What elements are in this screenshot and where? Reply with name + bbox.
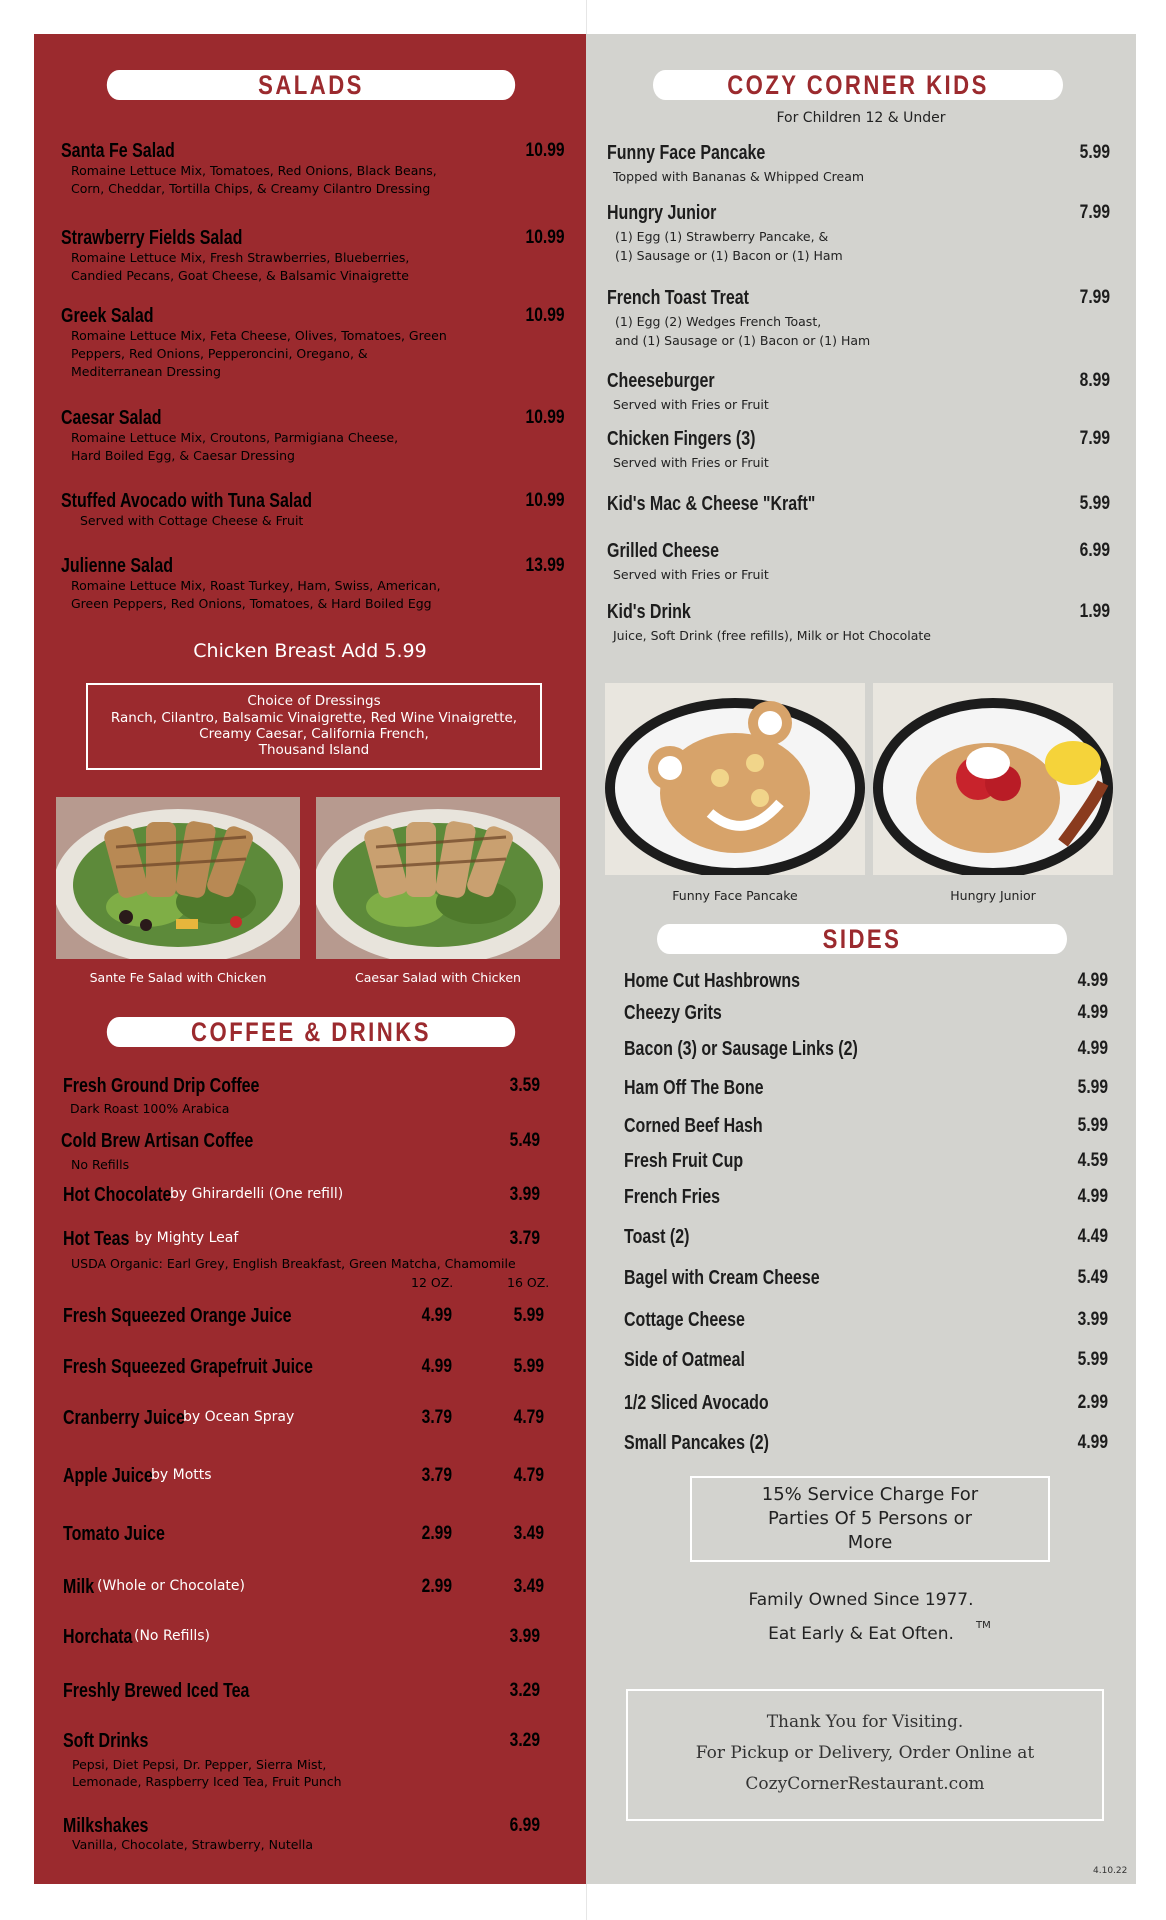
drink-description: USDA Organic: Earl Grey, English Breakfast, Green Matcha, Chamomile [71,1256,516,1271]
salad-description: Served with Cottage Cheese & Fruit [80,513,304,528]
kids-header: COZY CORNER KIDS [653,70,1063,100]
salad-description: Candied Pecans, Goat Cheese, & Balsamic Vinaigrette [71,268,409,283]
side-item-price: 5.99 [1077,1349,1108,1370]
kids-item-price: 8.99 [1079,370,1110,391]
dressings-list: Thousand Island [258,742,370,758]
side-item-name: Cottage Cheese [624,1309,745,1331]
drink-price: 3.99 [509,1626,540,1647]
juice-price-16oz: 5.99 [513,1305,544,1326]
salad-photo-drawing [316,797,560,959]
kids-item-name: French Toast Treat [607,287,749,309]
kids-subheader: For Children 12 & Under [776,110,946,126]
juice-name: Milk [63,1576,95,1598]
side-item-price: 4.59 [1077,1150,1108,1171]
kids-item-description: Juice, Soft Drink (free refills), Milk or Hot Chocolate [613,628,931,643]
juice-price-12oz: 2.99 [421,1523,452,1544]
salad-name: Santa Fe Salad [61,140,175,162]
salads-header: SALADS [107,70,515,100]
kids-item-description: (1) Sausage or (1) Bacon or (1) Ham [615,248,843,263]
kids-item-name: Cheeseburger [607,370,715,392]
juice-price-16oz: 3.49 [513,1523,544,1544]
salad-description: Mediterranean Dressing [71,364,221,379]
side-item-price: 5.99 [1077,1115,1108,1136]
drink-name: Fresh Ground Drip Coffee [63,1075,260,1097]
juice-name: Tomato Juice [63,1523,165,1545]
salad-description: Romaine Lettuce Mix, Feta Cheese, Olives, Tomatoes, Green [71,328,447,343]
caesar-salad-photo [316,797,560,959]
juice-price-12oz: 4.99 [421,1356,452,1377]
drink-price: 3.29 [509,1680,540,1701]
salad-name: Strawberry Fields Salad [61,227,243,249]
salad-price: 10.99 [526,305,565,326]
salad-price: 10.99 [526,407,565,428]
drink-name: Cold Brew Artisan Coffee [61,1130,254,1152]
santa-fe-photo-caption: Sante Fe Salad with Chicken [89,970,267,985]
side-item-name: 1/2 Sliced Avocado [624,1392,769,1414]
salad-price: 10.99 [526,227,565,248]
side-item-name: Home Cut Hashbrowns [624,970,801,992]
kids-photo-drawing [873,683,1113,875]
side-item-price: 5.99 [1077,1077,1108,1098]
side-item-name: Side of Oatmeal [624,1349,745,1371]
kids-photo-drawing [605,683,865,875]
kids-item-name: Kid's Drink [607,601,691,623]
salad-price: 10.99 [526,490,565,511]
family-owned-line2: Eat Early & Eat Often. [768,1624,954,1644]
hungry-junior-photo [873,683,1113,875]
drink-note: by Mighty Leaf [135,1230,239,1246]
side-item-price: 4.49 [1077,1226,1108,1247]
drink-price: 3.79 [509,1228,540,1249]
kids-item-description: Served with Fries or Fruit [613,397,769,412]
santa-fe-salad-photo [56,797,300,959]
kids-item-price: 5.99 [1079,493,1110,514]
kids-item-price: 7.99 [1079,287,1110,308]
family-owned-line1: Family Owned Since 1977. [748,1590,974,1610]
salad-description: Green Peppers, Red Onions, Tomatoes, & Hard Boiled Egg [71,596,432,611]
drink-description: Pepsi, Diet Pepsi, Dr. Pepper, Sierra Mist, [72,1757,327,1772]
drink-name: Hot Teas [63,1228,130,1250]
juice-name: Fresh Squeezed Orange Juice [63,1305,292,1327]
chicken-add-note: Chicken Breast Add 5.99 [193,640,427,662]
side-item-price: 2.99 [1077,1392,1108,1413]
drink-name: Hot Chocolate [63,1184,172,1206]
kids-item-description: Served with Fries or Fruit [613,455,769,470]
salad-description: Hard Boiled Egg, & Caesar Dressing [71,448,295,463]
salad-description: Romaine Lettuce Mix, Croutons, Parmigiana Cheese, [71,430,399,445]
drink-name: Horchata [63,1626,133,1648]
drinks-header: COFFEE & DRINKS [107,1017,515,1047]
side-item-price: 4.99 [1077,970,1108,991]
kids-item-description: (1) Egg (1) Strawberry Pancake, & [615,229,829,244]
size-12-label: 12 OZ. [411,1275,454,1290]
juice-name: Cranberry Juice [63,1407,185,1429]
side-item-price: 4.99 [1077,1432,1108,1453]
salad-name: Julienne Salad [61,555,174,577]
side-item-price: 3.99 [1077,1309,1108,1330]
juice-note: (Whole or Chocolate) [97,1578,245,1594]
thank-you-text: For Pickup or Delivery, Order Online at [695,1743,1035,1763]
salad-description: Romaine Lettuce Mix, Roast Turkey, Ham, Swiss, American, [71,578,441,593]
salad-price: 13.99 [526,555,565,576]
drink-note: by Ghirardelli (One refill) [170,1186,344,1202]
drink-description: Vanilla, Chocolate, Strawberry, Nutella [72,1837,314,1852]
juice-price-16oz: 3.49 [513,1576,544,1597]
service-charge-text: 15% Service Charge For [761,1484,979,1505]
juice-price-12oz: 3.79 [421,1465,452,1486]
kids-item-description: and (1) Sausage or (1) Bacon or (1) Ham [615,333,871,348]
kids-item-price: 5.99 [1079,142,1110,163]
kids-item-price: 6.99 [1079,540,1110,561]
kids-item-name: Chicken Fingers (3) [607,428,756,450]
drink-price: 5.49 [509,1130,540,1151]
salad-name: Stuffed Avocado with Tuna Salad [61,490,312,512]
drink-note: (No Refills) [134,1628,211,1644]
side-item-name: French Fries [624,1186,721,1208]
caesar-photo-caption: Caesar Salad with Chicken [355,970,521,985]
dressings-list: Creamy Caesar, California French, [199,726,429,742]
salad-description: Corn, Cheddar, Tortilla Chips, & Creamy Cilantro Dressing [71,181,431,196]
juice-price-12oz: 3.79 [421,1407,452,1428]
thank-you-text: CozyCornerRestaurant.com [745,1774,985,1794]
size-16-label: 16 OZ. [507,1275,550,1290]
salad-name: Greek Salad [61,305,154,327]
salad-description: Peppers, Red Onions, Pepperoncini, Oregano, & [71,346,368,361]
side-item-name: Bagel with Cream Cheese [624,1267,820,1289]
drink-description: No Refills [71,1157,130,1172]
side-item-name: Bacon (3) or Sausage Links (2) [624,1038,858,1060]
side-item-name: Cheezy Grits [624,1002,722,1024]
drink-price: 3.59 [509,1075,540,1096]
juice-note: by Ocean Spray [183,1409,295,1425]
service-charge-text: Parties Of 5 Persons or [767,1508,973,1529]
side-item-price: 4.99 [1077,1186,1108,1207]
funny-face-photo-caption: Funny Face Pancake [672,888,798,903]
juice-price-12oz: 2.99 [421,1576,452,1597]
salad-description: Romaine Lettuce Mix, Tomatoes, Red Onions, Black Beans, [71,163,437,178]
drink-price: 3.29 [509,1730,540,1751]
drink-name: Freshly Brewed Iced Tea [63,1680,250,1702]
dressings-title: Choice of Dressings [247,693,381,709]
drink-price: 3.99 [509,1184,540,1205]
drink-description: Lemonade, Raspberry Iced Tea, Fruit Punch [72,1774,342,1789]
drink-description: Dark Roast 100% Arabica [70,1101,230,1116]
juice-price-12oz: 4.99 [421,1305,452,1326]
kids-item-name: Funny Face Pancake [607,142,766,164]
salad-photo-drawing [56,797,300,959]
dressings-list: Ranch, Cilantro, Balsamic Vinaigrette, Red Wine Vinaigrette, [110,710,518,726]
service-charge-text: More [847,1532,893,1553]
juice-price-16oz: 4.79 [513,1465,544,1486]
hungry-junior-photo-caption: Hungry Junior [950,888,1036,903]
side-item-price: 4.99 [1077,1002,1108,1023]
side-item-price: 4.99 [1077,1038,1108,1059]
side-item-name: Ham Off The Bone [624,1077,764,1099]
side-item-name: Fresh Fruit Cup [624,1150,744,1172]
drink-name: Soft Drinks [63,1730,149,1752]
juice-note: by Motts [151,1467,212,1483]
kids-item-description: (1) Egg (2) Wedges French Toast, [615,314,822,329]
trademark-mark: TM [976,1620,991,1631]
juice-price-16oz: 4.79 [513,1407,544,1428]
kids-item-price: 7.99 [1079,428,1110,449]
juice-price-16oz: 5.99 [513,1356,544,1377]
side-item-name: Toast (2) [624,1226,690,1248]
side-item-name: Small Pancakes (2) [624,1432,769,1454]
kids-item-name: Kid's Mac & Cheese "Kraft" [607,493,816,515]
side-item-name: Corned Beef Hash [624,1115,763,1137]
juice-name: Fresh Squeezed Grapefruit Juice [63,1356,313,1378]
kids-item-name: Hungry Junior [607,202,717,224]
kids-item-description: Served with Fries or Fruit [613,567,769,582]
kids-item-price: 1.99 [1079,601,1110,622]
kids-item-price: 7.99 [1079,202,1110,223]
juice-name: Apple Juice [63,1465,153,1487]
drink-name: Milkshakes [63,1815,149,1837]
salad-name: Caesar Salad [61,407,162,429]
kids-item-description: Topped with Bananas & Whipped Cream [613,169,865,184]
kids-item-name: Grilled Cheese [607,540,720,562]
salad-price: 10.99 [526,140,565,161]
drink-price: 6.99 [509,1815,540,1836]
version-stamp: 4.10.22 [1093,1866,1128,1876]
sides-header: SIDES [657,924,1067,954]
funny-face-pancake-photo [605,683,865,875]
salad-description: Romaine Lettuce Mix, Fresh Strawberries, Blueberries, [71,250,410,265]
thank-you-text: Thank You for Visiting. [766,1712,964,1732]
side-item-price: 5.49 [1077,1267,1108,1288]
